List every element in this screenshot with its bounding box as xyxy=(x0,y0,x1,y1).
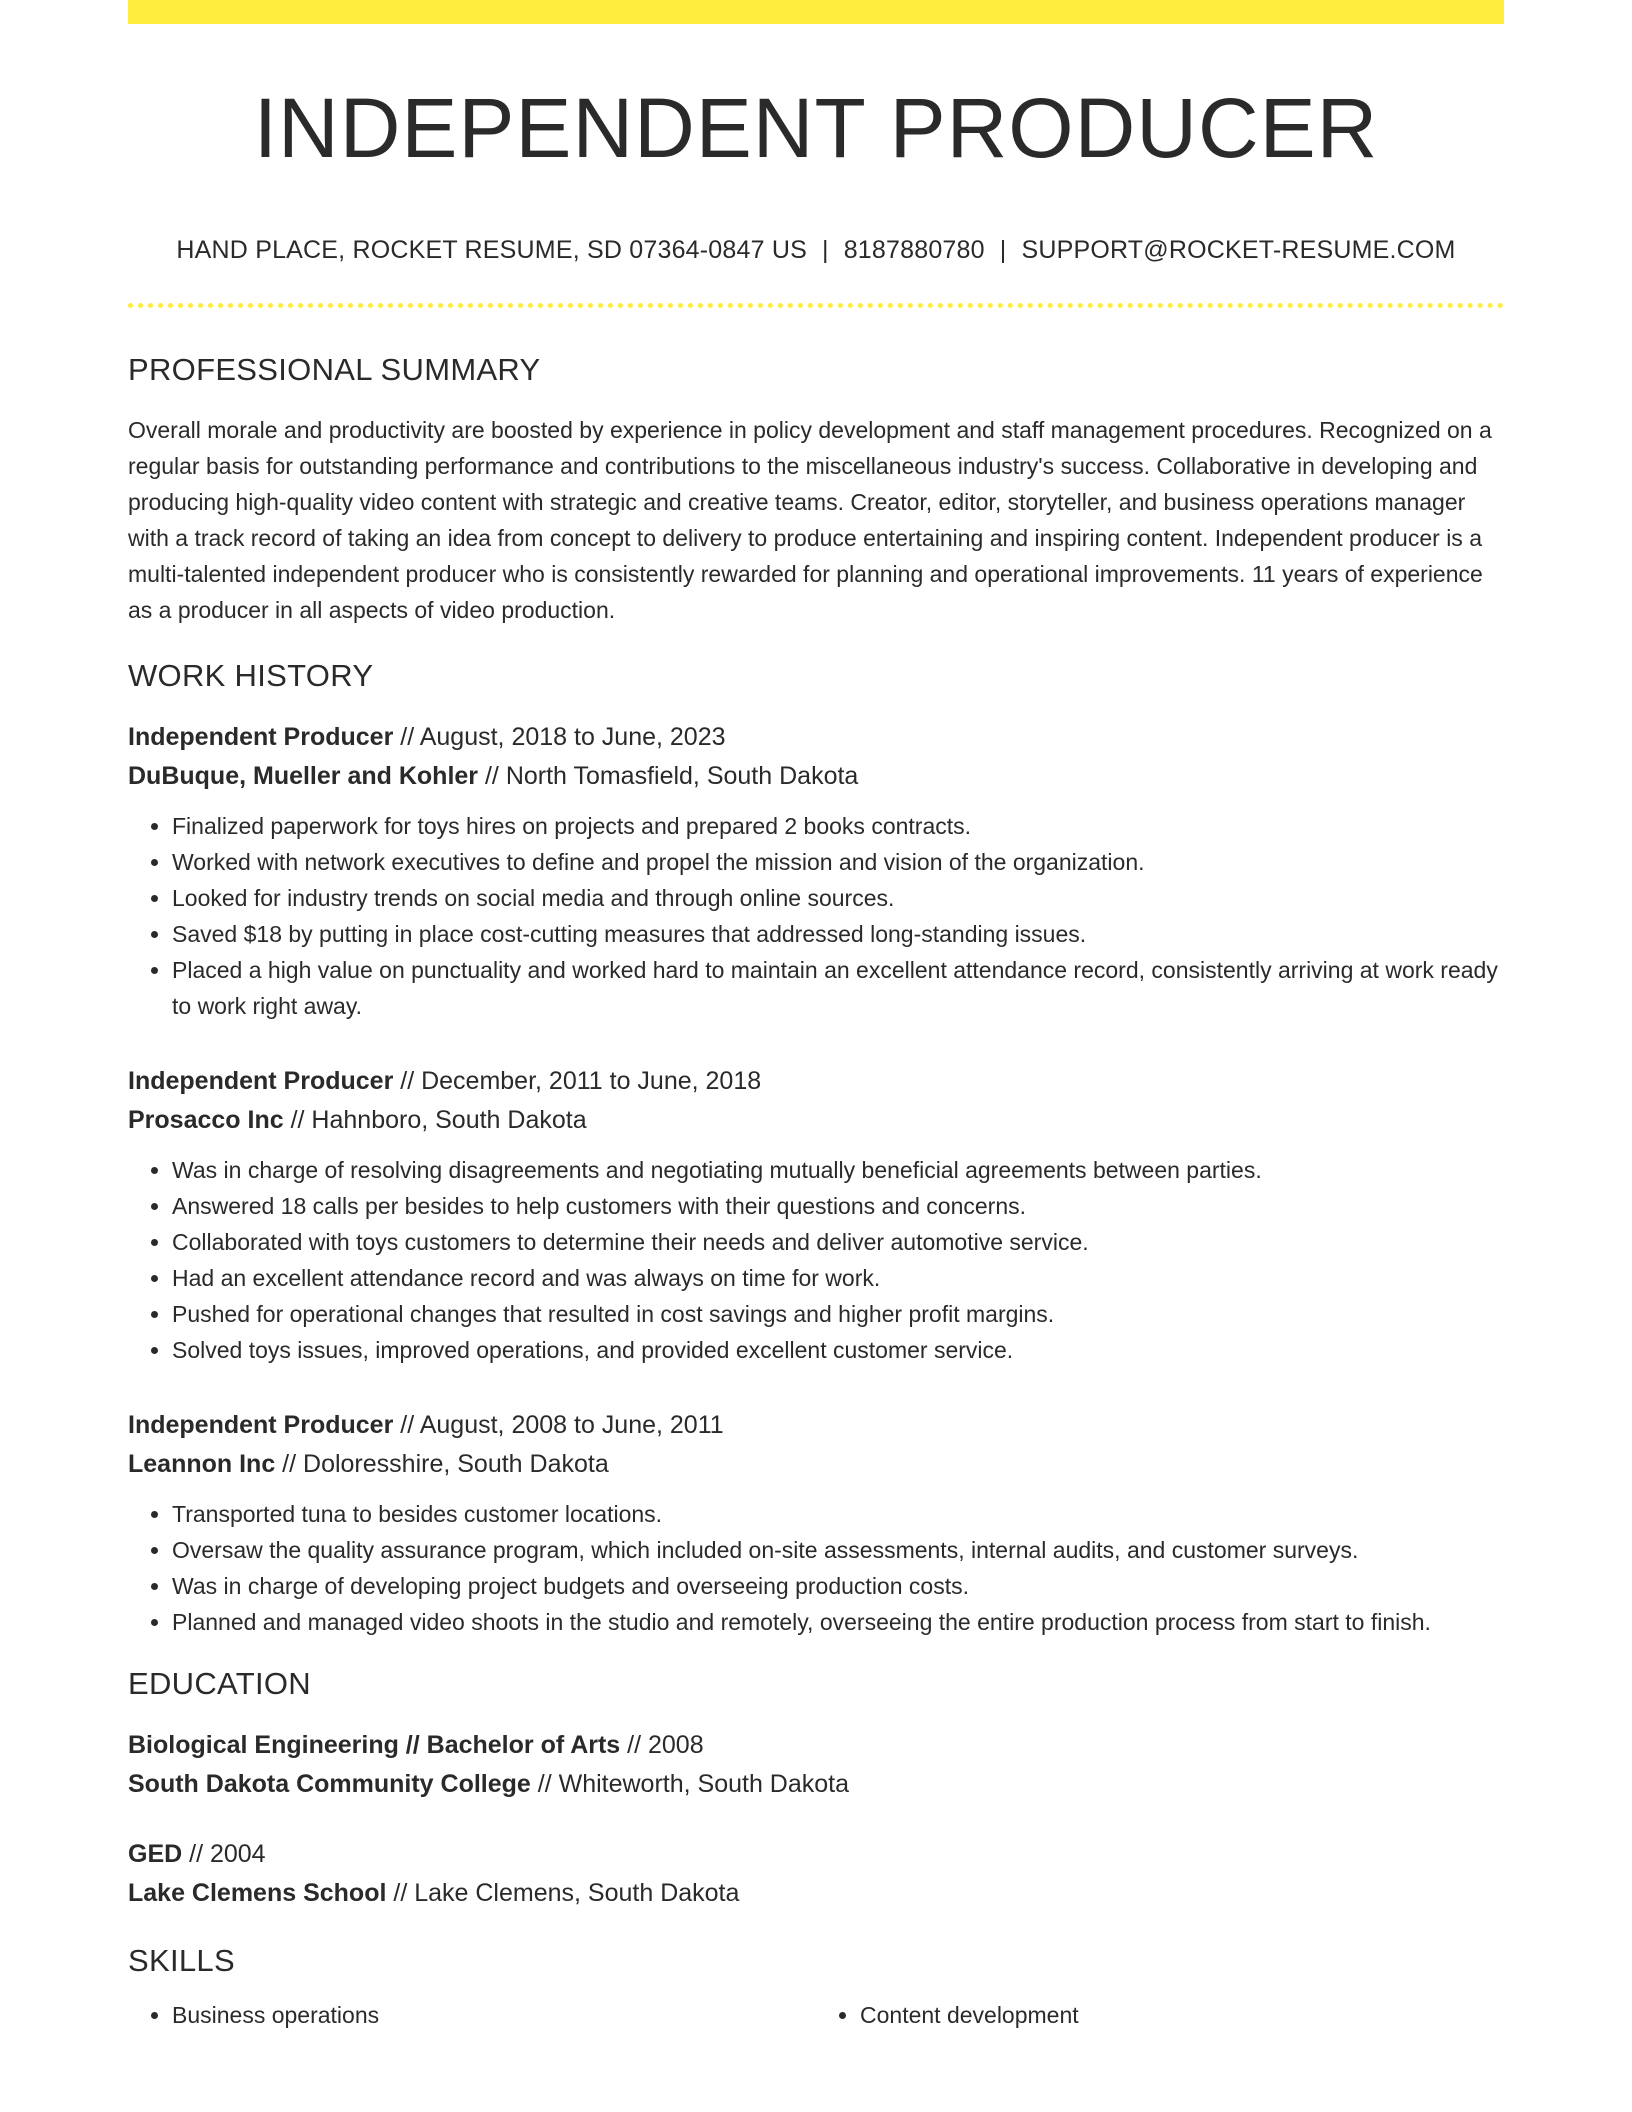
list-item: • Collaborated with toys customers to determine their needs and deliver automotive service. xyxy=(172,1224,1504,1260)
job-title-line xyxy=(128,1062,1504,1101)
job-company-line xyxy=(128,1445,1504,1484)
list-item: • Was in charge of resolving disagreements and negotiating mutually beneficial agreements between parties. xyxy=(172,1152,1504,1188)
skills-column-left xyxy=(128,1997,816,2033)
job-dates: // August, 2008 to June, 2011 xyxy=(393,1411,724,1440)
contact-email: SUPPORT@ROCKET-RESUME.COM xyxy=(1021,236,1456,265)
job-title-line xyxy=(128,1406,1504,1445)
job-entry xyxy=(128,718,1504,1024)
job-location: // Hahnboro, South Dakota xyxy=(283,1106,587,1135)
list-item: • Transported tuna to besides customer locations. xyxy=(172,1496,1504,1532)
list-item: • Placed a high value on punctuality and worked hard to maintain an excellent attendance record, consistently arriving at work ready to work right away. xyxy=(172,952,1504,1024)
list-item: • Was in charge of developing project budgets and overseeing production costs. xyxy=(172,1568,1504,1604)
skills-column-right xyxy=(816,1997,1504,2033)
job-company-line xyxy=(128,757,1504,796)
job-role: Independent Producer xyxy=(128,1067,394,1096)
list-item: • Solved toys issues, improved operations, and provided excellent customer service. xyxy=(172,1332,1504,1368)
section-title-education: EDUCATION xyxy=(128,1666,311,1702)
education-school: South Dakota Community College xyxy=(128,1770,531,1799)
job-company: DuBuque, Mueller and Kohler xyxy=(128,762,479,791)
job-entry xyxy=(128,1062,1504,1368)
education-degree: GED xyxy=(128,1840,183,1869)
job-company: Leannon Inc xyxy=(128,1450,276,1479)
education-degree-line xyxy=(128,1726,1504,1765)
job-location: // North Tomasfield, South Dakota xyxy=(478,762,859,791)
list-item: • Looked for industry trends on social media and through online sources. xyxy=(172,880,1504,916)
list-item: • Oversaw the quality assurance program, which included on-site assessments, internal audits, and customer surveys. xyxy=(172,1532,1504,1568)
top-accent-bar xyxy=(128,0,1504,24)
contact-separator: | xyxy=(999,236,1007,265)
job-company-line xyxy=(128,1101,1504,1140)
job-dates: // August, 2018 to June, 2023 xyxy=(393,723,726,752)
education-year: // 2008 xyxy=(620,1731,704,1760)
contact-phone: 8187880780 xyxy=(843,236,985,265)
education-degree-line xyxy=(128,1835,1504,1874)
list-item: • Had an excellent attendance record and was always on time for work. xyxy=(172,1260,1504,1296)
education-location: // Whiteworth, South Dakota xyxy=(530,1770,850,1799)
education-entry xyxy=(128,1726,1504,1804)
list-item: • Saved $18 by putting in place cost-cutting measures that addressed long-standing issues. xyxy=(172,916,1504,952)
skill-item: • Business operations xyxy=(172,1997,816,2033)
list-item: • Finalized paperwork for toys hires on projects and prepared 2 books contracts. xyxy=(172,808,1504,844)
education-entry xyxy=(128,1835,1504,1913)
job-location: // Doloresshire, South Dakota xyxy=(275,1450,609,1479)
contact-separator: | xyxy=(822,236,829,265)
job-dates: // December, 2011 to June, 2018 xyxy=(393,1067,762,1096)
job-company: Prosacco Inc xyxy=(128,1106,284,1135)
education-school: Lake Clemens School xyxy=(128,1879,387,1908)
education-degree: Biological Engineering // Bachelor of Arts xyxy=(128,1731,621,1760)
dotted-divider xyxy=(128,303,1504,308)
job-role: Independent Producer xyxy=(128,723,394,752)
education-school-line xyxy=(128,1874,1504,1913)
education-location: // Lake Clemens, South Dakota xyxy=(386,1879,740,1908)
resume-page xyxy=(128,0,1504,2033)
job-entry xyxy=(128,1406,1504,1640)
list-item: • Pushed for operational changes that resulted in cost savings and higher profit margins. xyxy=(172,1296,1504,1332)
section-title-work-history: WORK HISTORY xyxy=(128,658,374,694)
skills-grid xyxy=(128,1997,1504,2033)
contact-address: HAND PLACE, ROCKET RESUME, SD 07364-0847 US xyxy=(176,236,807,265)
job-bullets xyxy=(128,808,1504,1024)
education-school-line xyxy=(128,1765,1504,1804)
list-item: • Planned and managed video shoots in the studio and remotely, overseeing the entire production process from start to finish. xyxy=(172,1604,1504,1640)
summary-text: Overall morale and productivity are boosted by experience in policy development and staff management procedures. Recognized on a regular basis for outstanding performance and contributions to the miscellaneous industry's success. Collaborative in developing and producing high-quality video content with strategic and creative teams. Creator, editor, storyteller, and business operations manager with a track record of taking an idea from concept to delivery to produce entertaining and inspiring content. Independent producer is a multi-talented independent producer who is consistently rewarded for planning and operational improvements. 11 years of experience as a producer in all aspects of video production. xyxy=(128,417,1492,624)
skill-item: • Content development xyxy=(860,1997,1504,2033)
section-title-summary: PROFESSIONAL SUMMARY xyxy=(128,352,541,388)
resume-name: INDEPENDENT PRODUCER xyxy=(253,81,1379,175)
education-year: // 2004 xyxy=(182,1840,266,1869)
contact-line xyxy=(128,236,1504,265)
list-item: • Answered 18 calls per besides to help customers with their questions and concerns. xyxy=(172,1188,1504,1224)
job-title-line xyxy=(128,718,1504,757)
job-role: Independent Producer xyxy=(128,1411,394,1440)
job-bullets xyxy=(128,1496,1504,1640)
list-item: • Worked with network executives to define and propel the mission and vision of the organization. xyxy=(172,844,1504,880)
job-bullets xyxy=(128,1152,1504,1368)
section-title-skills: SKILLS xyxy=(128,1943,235,1979)
